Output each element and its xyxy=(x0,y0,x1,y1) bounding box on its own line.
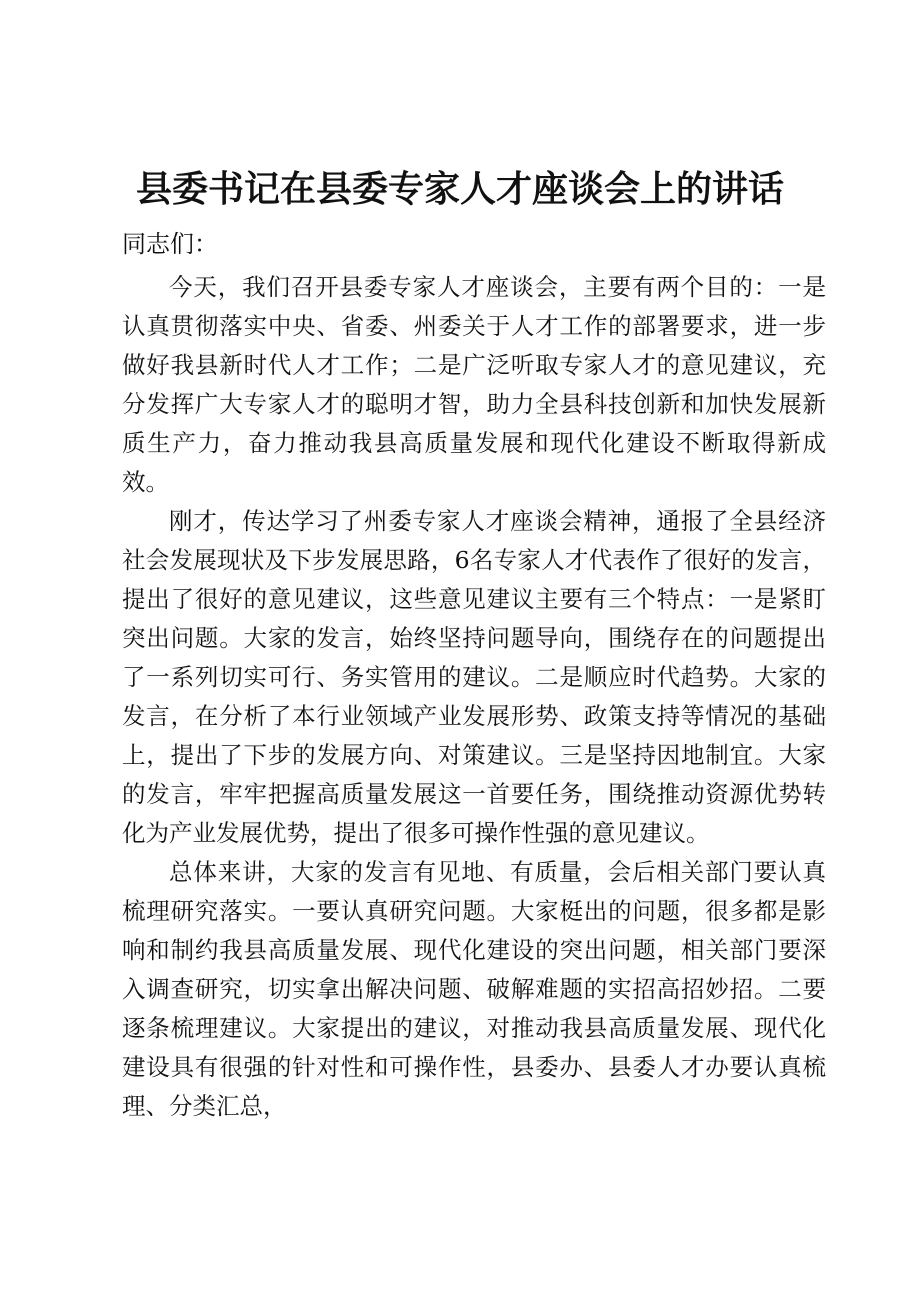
paragraph-3: 总体来讲，大家的发言有见地、有质量，会后相关部门要认真梳理研究落实。一要认真研究问题。大家梃出的问题，很多都是影响和制约我县高质量发展、现代化建设的突出问题，相关部门要深入调查研究，切实拿出解决问题、破解难题的实招高招妙招。二要逐条梳理建议。大家提出的建议，对推动我县高质量发展、现代化建设具有很强的针对性和可操作性，县委办、县委人才办要认真梳理、分类汇总， xyxy=(122,858,826,1120)
document-body xyxy=(122,268,826,1126)
document-title: 县委书记在县委专家人才座谈会上的讲话 xyxy=(135,169,784,210)
paragraph-2: 刚才，传达学习了州委专家人才座谈会精神，通报了全县经济社会发展现状及下步发展思路，6名专家人才代表作了很好的发言，提出了很好的意见建议，这些意见建议主要有三个特点：一是紧盯突出问题。大家的发言，始终坚持问题导向，围绕存在的问题提出了一系列切实可行、务实管用的建议。二是顺应时代趋势。大家的发言，在分析了本行业领域产业发展形势、政策支持等情况的基础上，提出了下步的发展方向、对策建议。三是坚持因地制宜。大家的发言，牢牢把握高质量发展这一首要任务，围绕推动资源优势转化为产业发展优势，提出了很多可操作性强的意见建议。 xyxy=(122,507,826,847)
salutation: 同志们： xyxy=(122,230,218,258)
paragraph-1: 今天，我们召开县委专家人才座谈会，主要有两个目的：一是认真贯彻落实中央、省委、州委关于人才工作的部署要求，进一步做好我县新时代人才工作；二是广泛听取专家人才的意见建议，充分发挥广大专家人才的聪明才智，助力全县科技创新和加快发展新质生产力，奋力推动我县高质量发展和现代化建设不断取得新成效。 xyxy=(122,273,826,496)
